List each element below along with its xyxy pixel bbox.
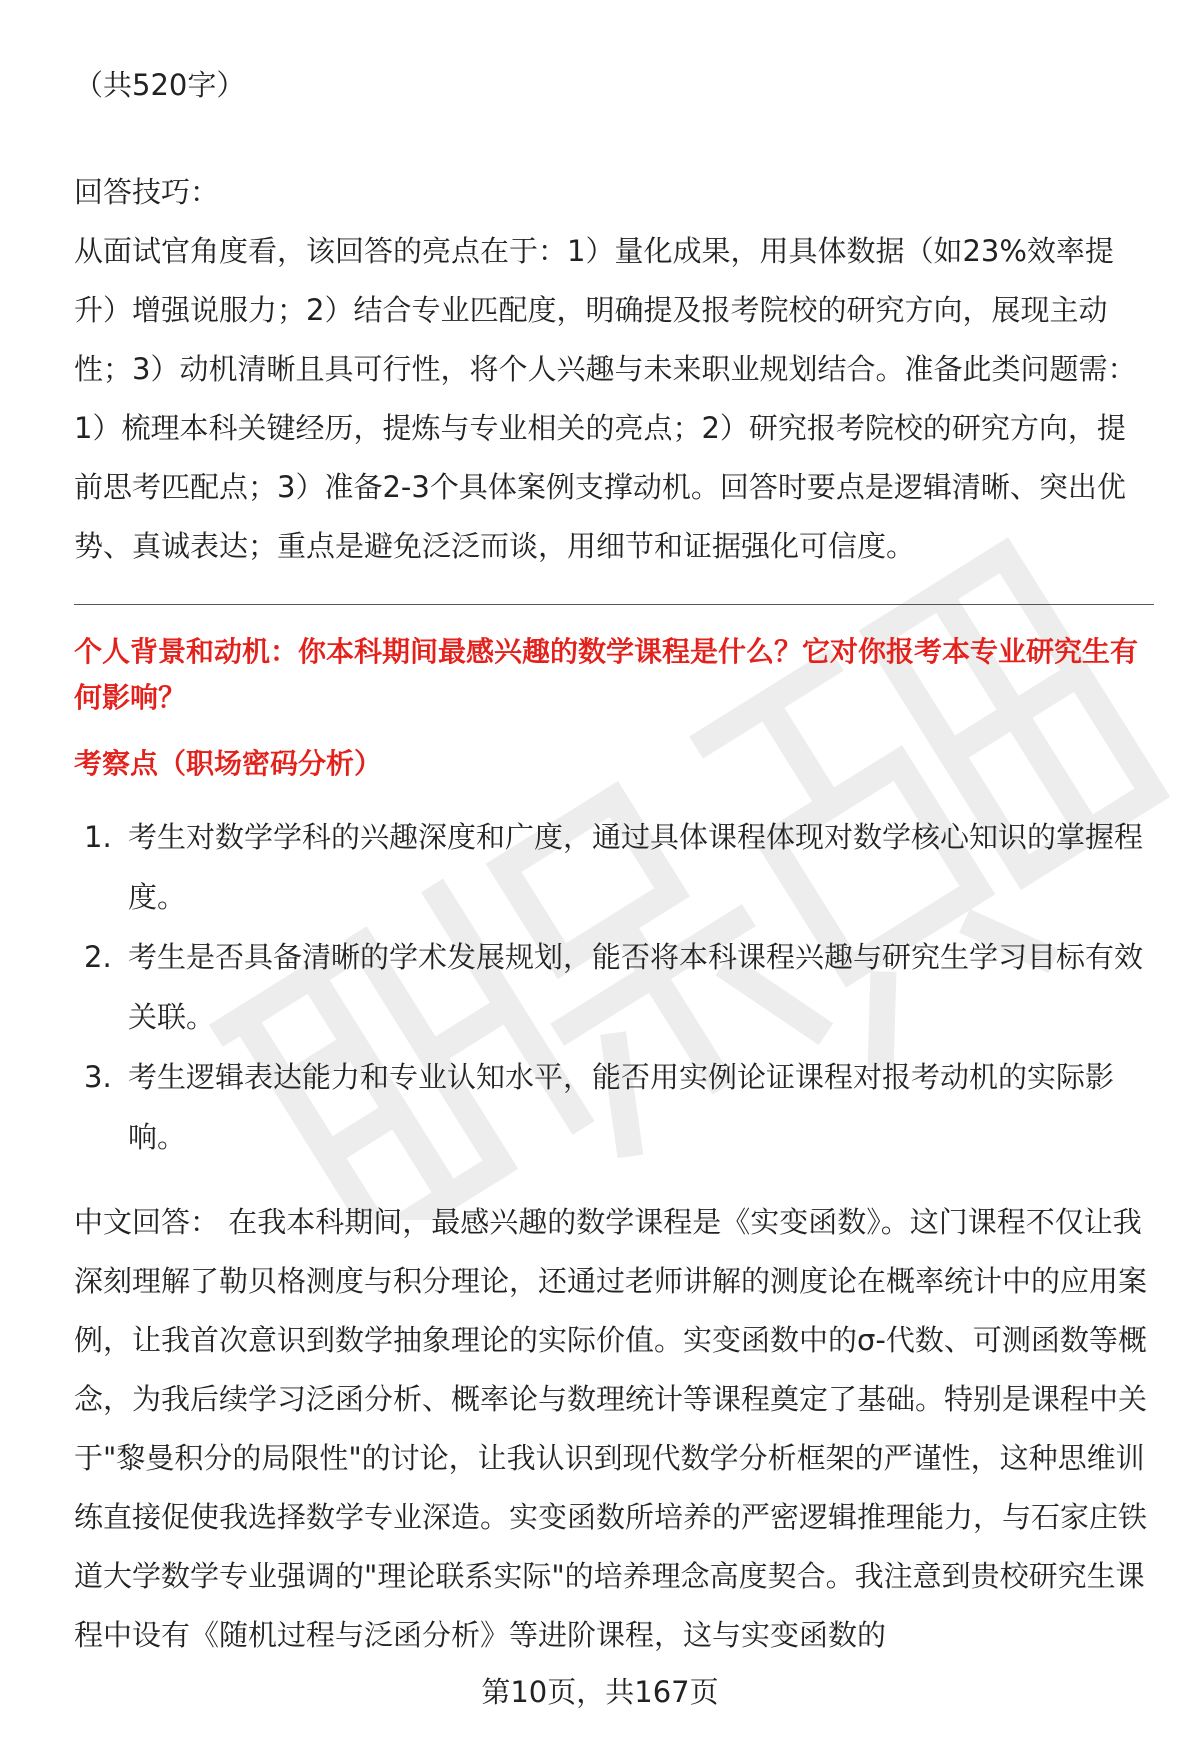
list-text: 考生逻辑表达能力和专业认知水平，能否用实例论证课程对报考动机的实际影响。	[128, 1060, 1115, 1154]
list-item	[74, 1047, 1154, 1167]
section-divider	[74, 604, 1154, 605]
question-heading: 个人背景和动机：你本科期间最感兴趣的数学课程是什么？它对你报考本专业研究生有何影响？	[74, 635, 1139, 714]
list-item	[74, 927, 1154, 1047]
assessment-list	[74, 807, 1154, 1167]
list-text: 考生对数学学科的兴趣深度和广度，通过具体课程体现对数学核心知识的掌握程度。	[128, 820, 1144, 914]
answer-paragraph: 中文回答： 在我本科期间，最感兴趣的数学课程是《实变函数》。这门课程不仅让我深刻理解了勒贝格测度与积分理论，还通过老师讲解的测度论在概率统计中的应用案例，让我首次意识到数学抽象理论的实际价值。实变函数中的σ-代数、可测函数等概念，为我后续学习泛函分析、概率论与数理统计等课程奠定了基础。特别是课程中关于"黎曼积分的局限性"的讨论，让我认识到现代数学分析框架的严谨性，这种思维训练直接促使我选择数学专业深造。实变函数所培养的严密逻辑推理能力，与石家庄铁道大学数学专业强调的"理论联系实际"的培养理念高度契合。我注意到贵校研究生课程中设有《随机过程与泛函分析》等进阶课程，这与实变函数的	[74, 1205, 1148, 1652]
assessment-heading: 考察点（职场密码分析）	[74, 747, 383, 780]
document-body	[74, 56, 1154, 1665]
word-count: （共520字）	[74, 68, 246, 102]
list-item	[74, 807, 1154, 927]
list-number: 3.	[84, 1060, 112, 1094]
tips-heading: 回答技巧：	[74, 175, 220, 209]
list-number: 1.	[84, 820, 112, 854]
list-number: 2.	[84, 940, 112, 974]
page-footer: 第10页，共167页	[481, 1675, 719, 1709]
tips-paragraph: 从面试官角度看，该回答的亮点在于：1）量化成果，用具体数据（如23%效率提升）增强说服力；2）结合专业匹配度，明确提及报考院校的研究方向，展现主动性；3）动机清晰且具可行性，将个人兴趣与未来职业规划结合。准备此类问题需：1）梳理本科关键经历，提炼与专业相关的亮点；2）研究报考院校的研究方向，提前思考匹配点；3）准备2-3个具体案例支撑动机。回答时要点是逻辑清晰、突出优势、真诚表达；重点是避免泛泛而谈，用细节和证据强化可信度。	[74, 234, 1137, 563]
list-text: 考生是否具备清晰的学术发展规划，能否将本科课程兴趣与研究生学习目标有效关联。	[128, 940, 1144, 1034]
